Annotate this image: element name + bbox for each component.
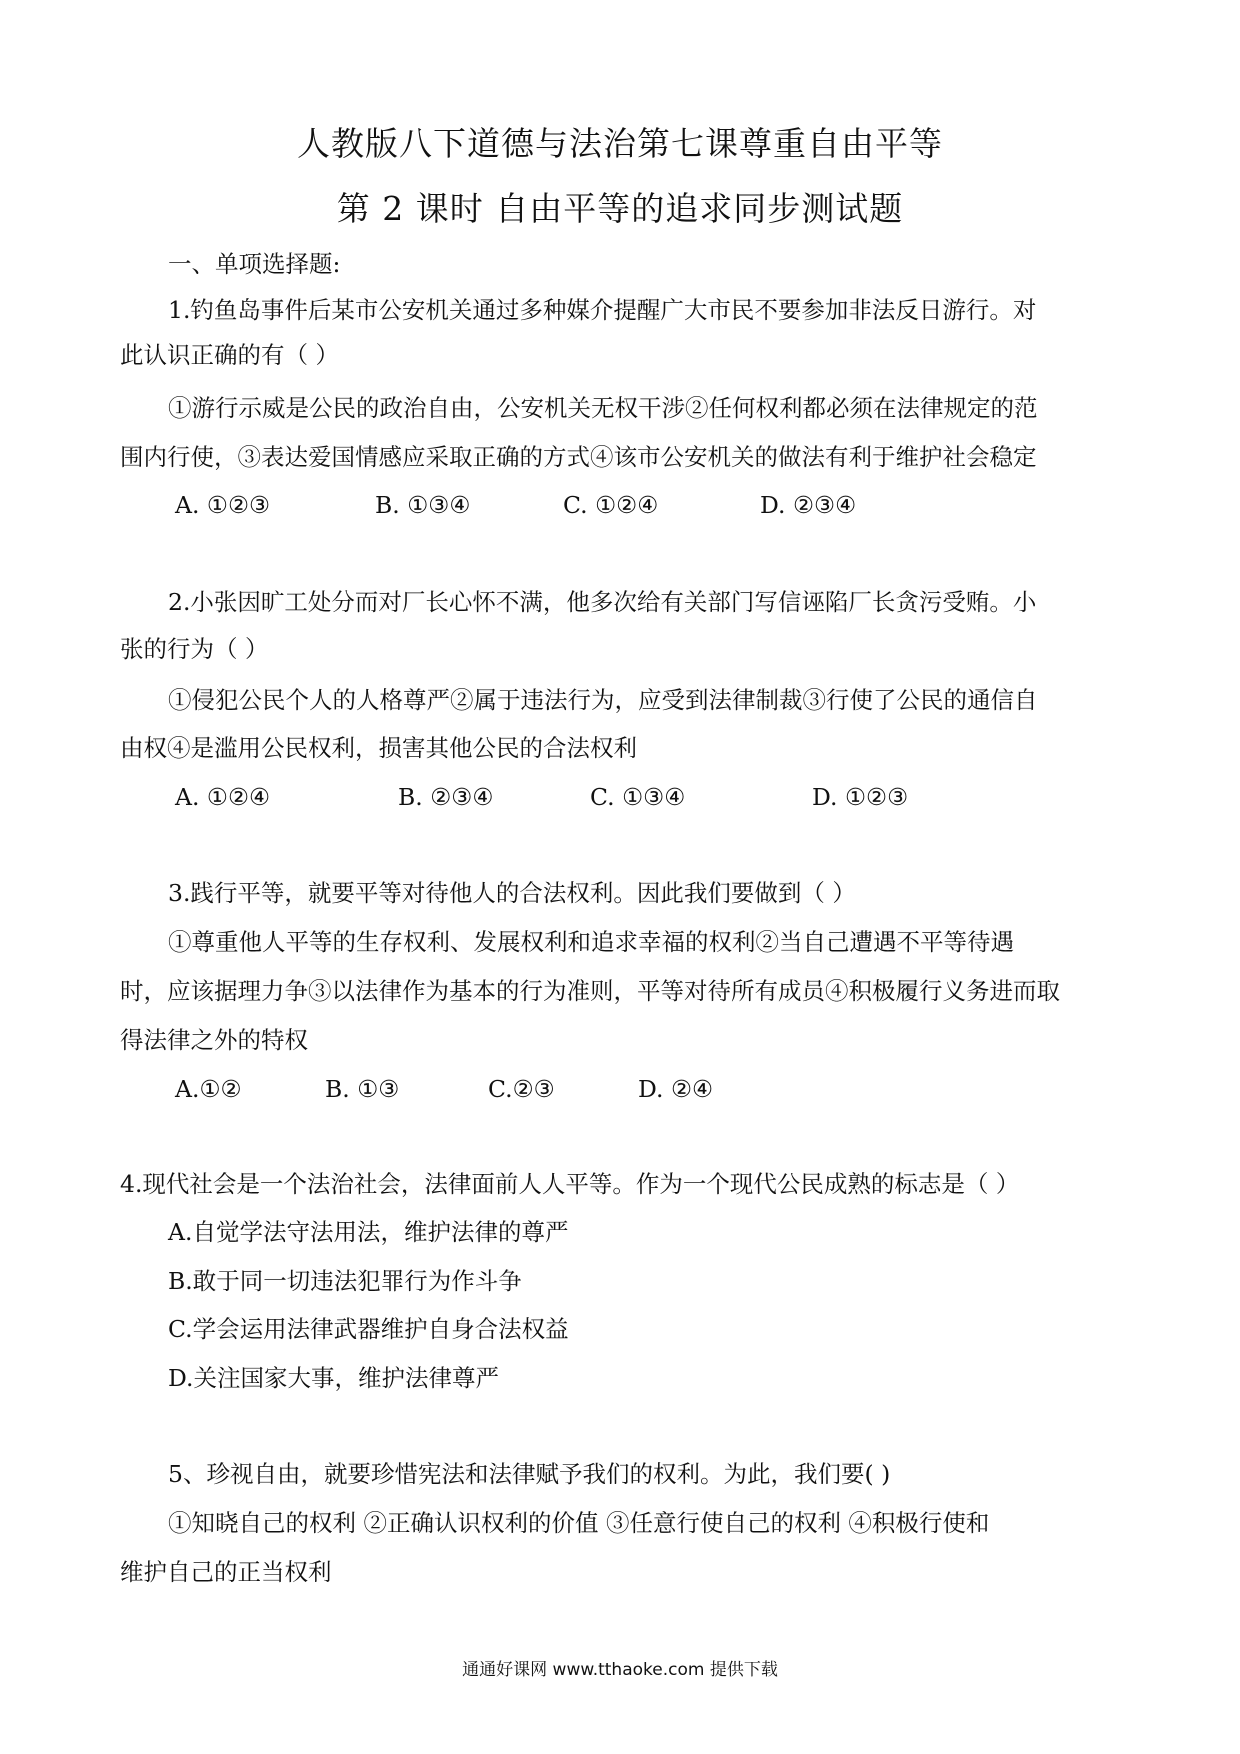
question-3-option-a: A.①② — [175, 1075, 242, 1103]
document-subtitle: 第 2 课时 自由平等的追求同步测试题 — [336, 189, 904, 228]
question-2-option-a: A. ①②④ — [175, 783, 271, 811]
question-2-option-d: D. ①②③ — [812, 783, 909, 811]
question-4-option-c: C.学会运用法律武器维护自身合法权益 — [168, 1315, 569, 1343]
question-5-stem: 5、珍视自由，就要珍惜宪法和法律赋予我们的权利。为此，我们要( ) — [168, 1460, 891, 1488]
question-3-option-b: B. ①③ — [325, 1075, 400, 1103]
question-2-stem-line-1: 2.小张因旷工处分而对厂长心怀不满，他多次给有关部门写信诬陷厂长贪污受贿。小 — [168, 588, 1037, 616]
question-3-option-d: D. ②④ — [638, 1075, 714, 1103]
question-4-option-d: D.关注国家大事，维护法律尊严 — [168, 1364, 499, 1392]
question-1-option-c: C. ①②④ — [563, 491, 659, 519]
question-2-statement-line-2: 由权④是滥用公民权利，损害其他公民的合法权利 — [120, 734, 637, 762]
question-5-statement-line-1: ①知晓自己的权利 ②正确认识权利的价值 ③任意行使自己的权利 ④积极行使和 — [168, 1509, 990, 1537]
question-3-statement-line-3: 得法律之外的特权 — [120, 1026, 308, 1054]
question-4-stem: 4.现代社会是一个法治社会，法律面前人人平等。作为一个现代公民成熟的标志是（ ） — [120, 1170, 1020, 1198]
question-4-option-b: B.敢于同一切违法犯罪行为作斗争 — [168, 1267, 522, 1295]
question-2-stem-line-2: 张的行为（ ） — [120, 635, 269, 663]
question-4-option-a: A.自觉学法守法用法，维护法律的尊严 — [168, 1218, 569, 1246]
question-3-statement-line-1: ①尊重他人平等的生存权利、发展权利和追求幸福的权利②当自己遭遇不平等待遇 — [168, 928, 1014, 956]
question-1-stem-line-1: 1.钓鱼岛事件后某市公安机关通过多种媒介提醒广大市民不要参加非法反日游行。对 — [168, 296, 1037, 324]
question-1-stem-line-2: 此认识正确的有（ ） — [120, 341, 339, 369]
question-1-option-b: B. ①③④ — [375, 491, 471, 519]
question-2-option-c: C. ①③④ — [590, 783, 686, 811]
question-1-statement-line-2: 围内行使，③表达爱国情感应采取正确的方式④该市公安机关的做法有利于维护社会稳定 — [120, 443, 1037, 471]
question-3-stem: 3.践行平等，就要平等对待他人的合法权利。因此我们要做到（ ） — [168, 879, 856, 907]
question-1-statement-line-1: ①游行示威是公民的政治自由，公安机关无权干涉②任何权利都必须在法律规定的范 — [168, 394, 1038, 422]
question-1-option-a: A. ①②③ — [175, 491, 271, 519]
question-3-statement-line-2: 时，应该据理力争③以法律作为基本的行为准则，平等对待所有成员④积极履行义务进而取 — [120, 977, 1060, 1005]
page-footer: 通通好课网 www.tthaoke.com 提供下载 — [462, 1660, 778, 1680]
question-5-statement-line-2: 维护自己的正当权利 — [120, 1558, 332, 1586]
question-1-option-d: D. ②③④ — [760, 491, 857, 519]
question-3-option-c: C.②③ — [488, 1075, 555, 1103]
question-2-option-b: B. ②③④ — [398, 783, 494, 811]
document-title: 人教版八下道德与法治第七课尊重自由平等 — [297, 124, 943, 163]
section-heading: 一、单项选择题: — [168, 250, 341, 278]
question-2-statement-line-1: ①侵犯公民个人的人格尊严②属于违法行为，应受到法律制裁③行使了公民的通信自 — [168, 686, 1038, 714]
